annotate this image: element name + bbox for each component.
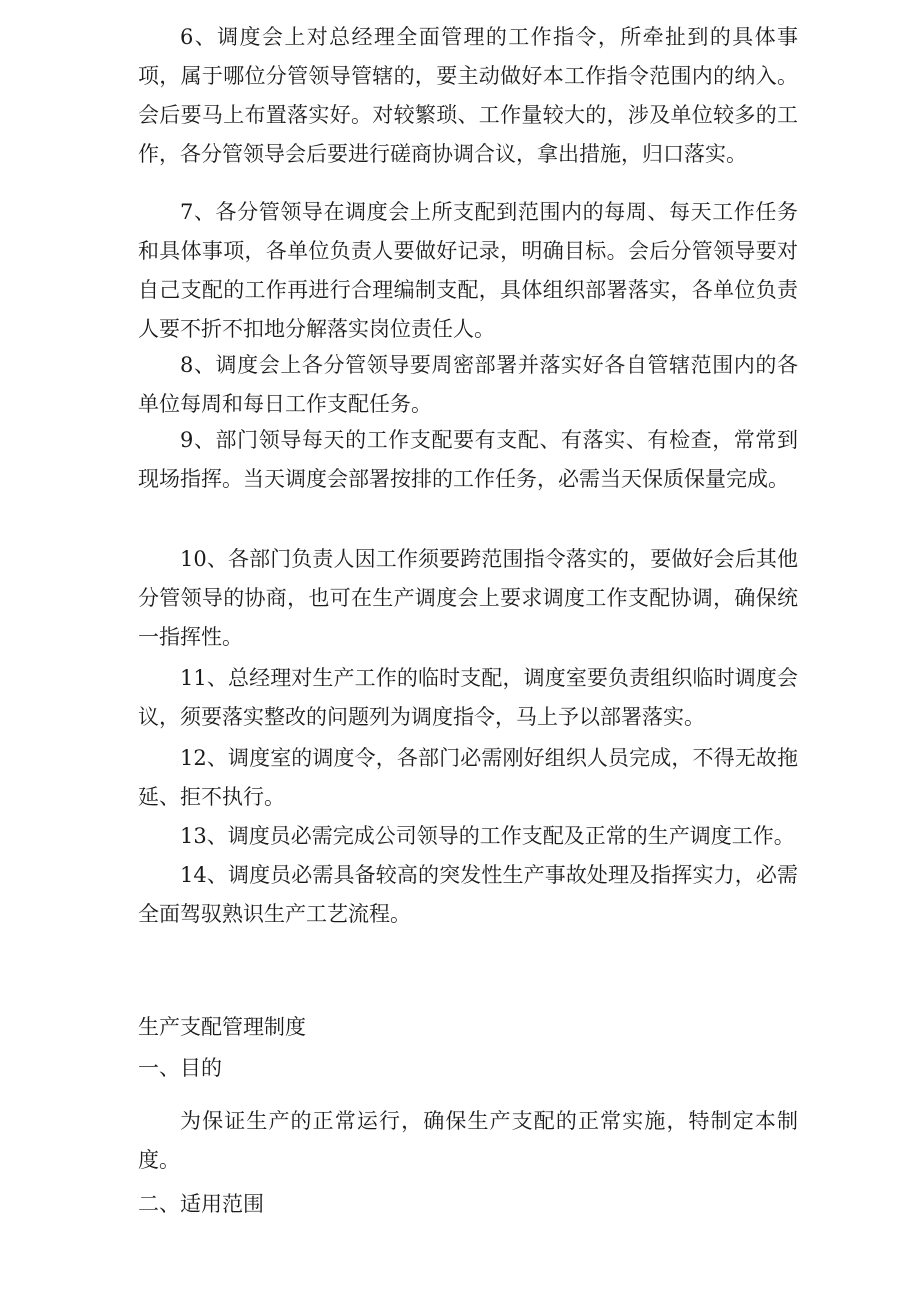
section-heading-purpose: 一、目的 [138,1056,222,1080]
paragraph-item-13: 13、调度员必需完成公司领导的工作支配及正常的生产调度工作。 [180,824,795,848]
paragraph-item-10: 10、各部门负责人因工作须要跨范围指令落实的，要做好会后其他分管领导的协商，也可在生产调度会上要求调度工作支配协调，确保统一指挥性。 [138,547,798,649]
paragraph-item-7: 7、各分管领导在调度会上所支配到范围内的每周、每天工作任务和具体事项，各单位负责人要做好记录，明确目标。会后分管领导要对自己支配的工作再进行合理编制支配，具体组织部署落实，各单位负责人要不折不扣地分解落实岗位责任人。 [138,200,798,341]
paragraph-item-9: 9、部门领导每天的工作支配要有支配、有落实、有检查，常常到现场指挥。当天调度会部署按排的工作任务，必需当天保质保量完成。 [138,428,798,491]
paragraph-item-8: 8、调度会上各分管领导要周密部署并落实好各自管辖范围内的各单位每周和每日工作支配任务。 [138,353,798,416]
section-heading-scope: 二、适用范围 [138,1192,264,1216]
purpose-paragraph: 为保证生产的正常运行，确保生产支配的正常实施，特制定本制度。 [138,1109,798,1172]
paragraph-item-14: 14、调度员必需具备较高的突发性生产事故处理及指挥实力，必需全面驾驭熟识生产工艺流程。 [138,863,798,926]
paragraph-item-11: 11、总经理对生产工作的临时支配，调度室要负责组织临时调度会议，须要落实整改的问题列为调度指令，马上予以部署落实。 [138,666,798,729]
section-title: 生产支配管理制度 [138,1015,306,1039]
paragraph-item-12: 12、调度室的调度令，各部门必需刚好组织人员完成，不得无故拖延、拒不执行。 [138,746,798,809]
paragraph-item-6: 6、调度会上对总经理全面管理的工作指令，所牵扯到的具体事项，属于哪位分管领导管辖的，要主动做好本工作指令范围内的纳入。会后要马上布置落实好。对较繁琐、工作量较大的，涉及单位较多的工作，各分管领导会后要进行磋商协调合议，拿出措施，归口落实。 [138,25,798,166]
